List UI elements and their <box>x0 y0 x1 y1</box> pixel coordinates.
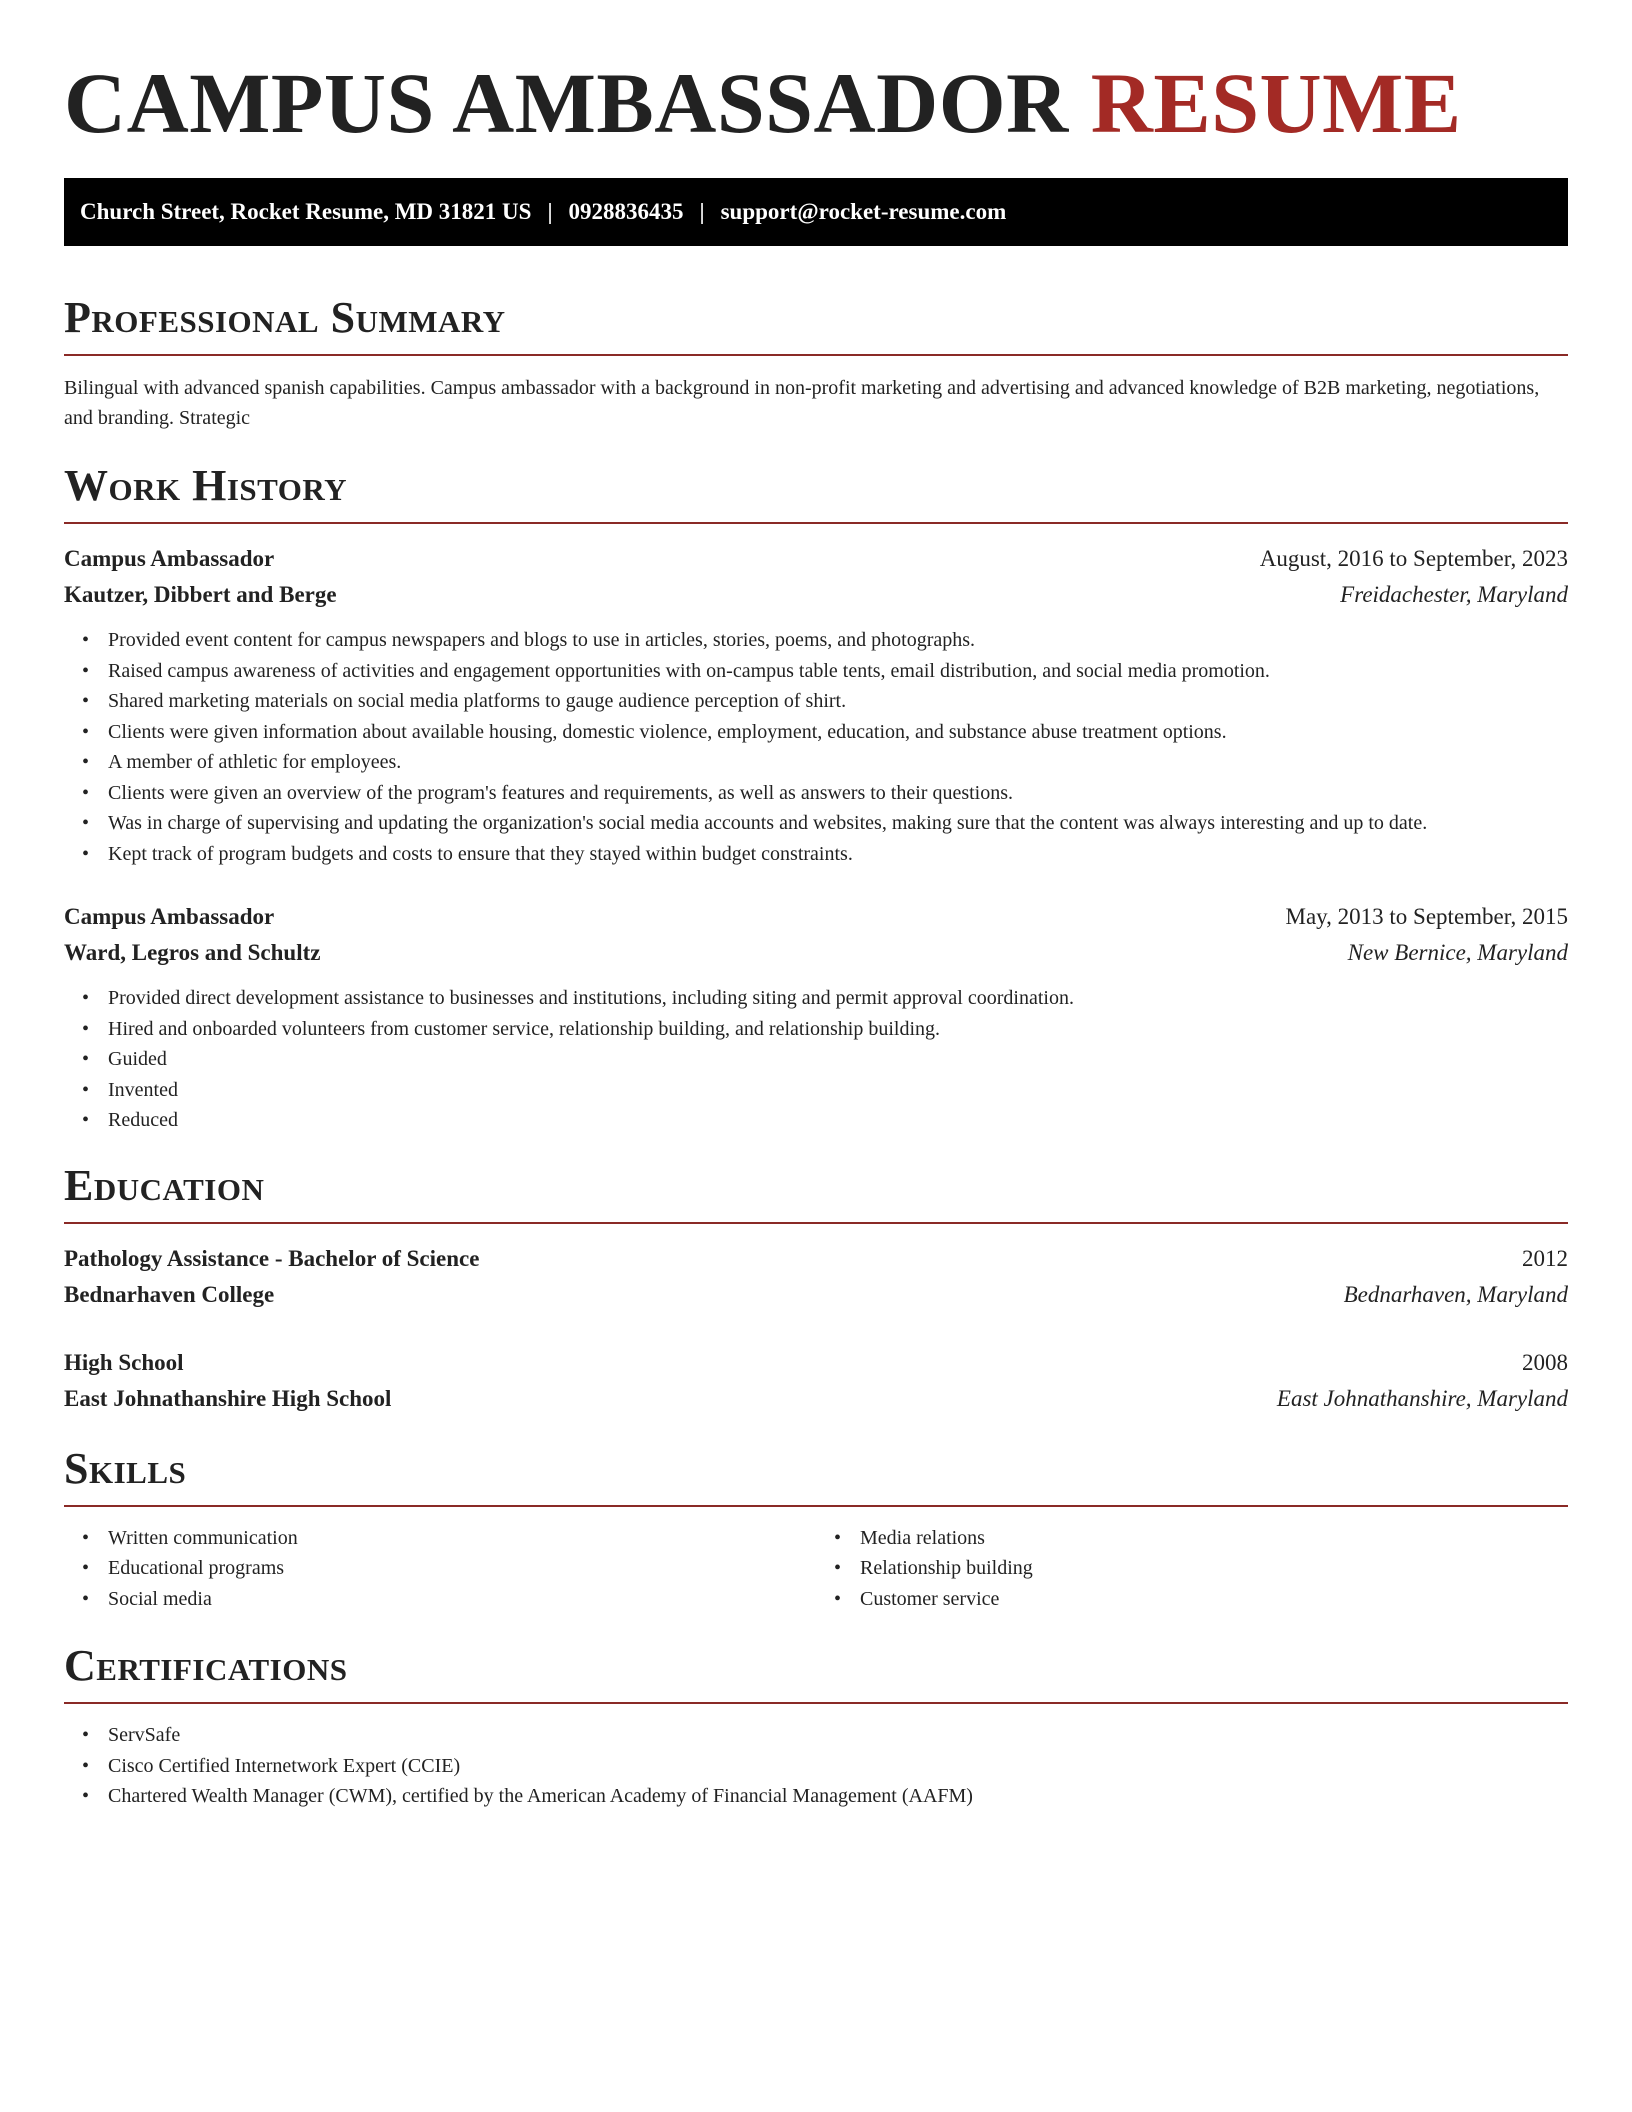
job-company: Kautzer, Dibbert and Berge <box>64 582 337 607</box>
skills-right-column <box>816 1523 1568 1615</box>
certification-item: • Cisco Certified Internetwork Expert (CCIE) <box>108 1751 1568 1782</box>
skill-item: • Written communication <box>108 1523 816 1554</box>
skills-left-column <box>64 1523 816 1615</box>
education-year: 2012 <box>1522 1245 1568 1271</box>
list-item: • Invented <box>108 1075 1568 1106</box>
job-location: Freidachester, Maryland <box>1340 582 1568 607</box>
title-main: CAMPUS AMBASSADOR <box>64 55 1069 151</box>
job-company-row <box>64 577 1568 613</box>
education-school: Bednarhaven College <box>64 1281 275 1307</box>
job-location: New Bernice, Maryland <box>1347 940 1568 965</box>
job-company: Ward, Legros and Schultz <box>64 940 321 965</box>
list-item: • Clients were given an overview of the program's features and requirements, as well as answers to their questions. <box>108 778 1568 809</box>
education-location: East Johnathanshire, Maryland <box>1276 1385 1568 1411</box>
summary-text: Bilingual with advanced spanish capabilities. Campus ambassador with a background in non-profit marketing and advertising and advanced knowledge of B2B marketing, negotiations, and branding. Strategic <box>64 377 1540 429</box>
education-school-row <box>64 1381 1568 1417</box>
summary-heading: Professional Summary <box>64 296 1568 356</box>
education-entry <box>64 1345 1568 1417</box>
contact-separator: | <box>699 199 705 224</box>
list-item: • Hired and onboarded volunteers from customer service, relationship building, and relationship building. <box>108 1014 1568 1045</box>
education-year: 2008 <box>1522 1349 1568 1375</box>
resume-title <box>64 55 1568 151</box>
contact-bar <box>64 178 1568 246</box>
education-section <box>64 1160 1568 1417</box>
certifications-section <box>64 1641 1568 1812</box>
education-degree: High School <box>64 1349 184 1375</box>
job-entry <box>64 541 1568 869</box>
education-header-row <box>64 1345 1568 1381</box>
skills-section <box>64 1443 1568 1615</box>
list-item: • Kept track of program budgets and costs to ensure that they stayed within budget constraints. <box>108 839 1568 870</box>
education-location: Bednarhaven, Maryland <box>1343 1281 1568 1307</box>
job-dates: August, 2016 to September, 2023 <box>1259 546 1568 571</box>
list-item: • Guided <box>108 1044 1568 1075</box>
summary-section <box>64 293 1568 433</box>
certifications-list <box>64 1720 1568 1812</box>
skills-heading: Skills <box>64 1447 1568 1507</box>
list-item: • Clients were given information about available housing, domestic violence, employment, education, and substance abuse treatment options. <box>108 717 1568 748</box>
job-header-row <box>64 541 1568 577</box>
job-role: Campus Ambassador <box>64 546 275 571</box>
education-header-row <box>64 1241 1568 1277</box>
skills-grid <box>64 1523 1568 1615</box>
list-item: • A member of athletic for employees. <box>108 747 1568 778</box>
contact-address: Church Street, Rocket Resume, MD 31821 US <box>80 199 532 224</box>
job-bullets <box>64 625 1568 869</box>
contact-phone: 0928836435 <box>568 199 684 224</box>
certification-item: • ServSafe <box>108 1720 1568 1751</box>
list-item: • Was in charge of supervising and updating the organization's social media accounts and websites, making sure that the content was always interesting and up to date. <box>108 808 1568 839</box>
skill-item: • Customer service <box>860 1584 1568 1615</box>
job-header-row <box>64 899 1568 935</box>
title-accent: RESUME <box>1090 55 1462 151</box>
skill-item: • Media relations <box>860 1523 1568 1554</box>
work-heading: Work History <box>64 464 1568 524</box>
education-entry <box>64 1241 1568 1313</box>
list-item: • Raised campus awareness of activities and engagement opportunities with on-campus table tents, email distribution, and social media promotion. <box>108 656 1568 687</box>
skill-item: • Social media <box>108 1584 816 1615</box>
education-school: East Johnathanshire High School <box>64 1385 392 1411</box>
job-entry <box>64 899 1568 1136</box>
list-item: • Reduced <box>108 1105 1568 1136</box>
work-section <box>64 461 1568 1136</box>
list-item: • Provided direct development assistance to businesses and institutions, including siting and permit approval coordination. <box>108 983 1568 1014</box>
skill-item: • Educational programs <box>108 1553 816 1584</box>
certification-item: • Chartered Wealth Manager (CWM), certified by the American Academy of Financial Management (AAFM) <box>108 1781 1568 1812</box>
contact-email: support@rocket-resume.com <box>720 199 1007 224</box>
skill-item: • Relationship building <box>860 1553 1568 1584</box>
list-item: • Provided event content for campus newspapers and blogs to use in articles, stories, poems, and photographs. <box>108 625 1568 656</box>
job-dates: May, 2013 to September, 2015 <box>1285 904 1568 929</box>
certifications-heading: Certifications <box>64 1644 1568 1704</box>
education-heading: Education <box>64 1164 1568 1224</box>
job-bullets <box>64 983 1568 1136</box>
list-item: • Shared marketing materials on social media platforms to gauge audience perception of shirt. <box>108 686 1568 717</box>
education-degree: Pathology Assistance - Bachelor of Science <box>64 1245 480 1271</box>
job-company-row <box>64 935 1568 971</box>
job-role: Campus Ambassador <box>64 904 275 929</box>
contact-separator: | <box>547 199 553 224</box>
education-school-row <box>64 1277 1568 1313</box>
